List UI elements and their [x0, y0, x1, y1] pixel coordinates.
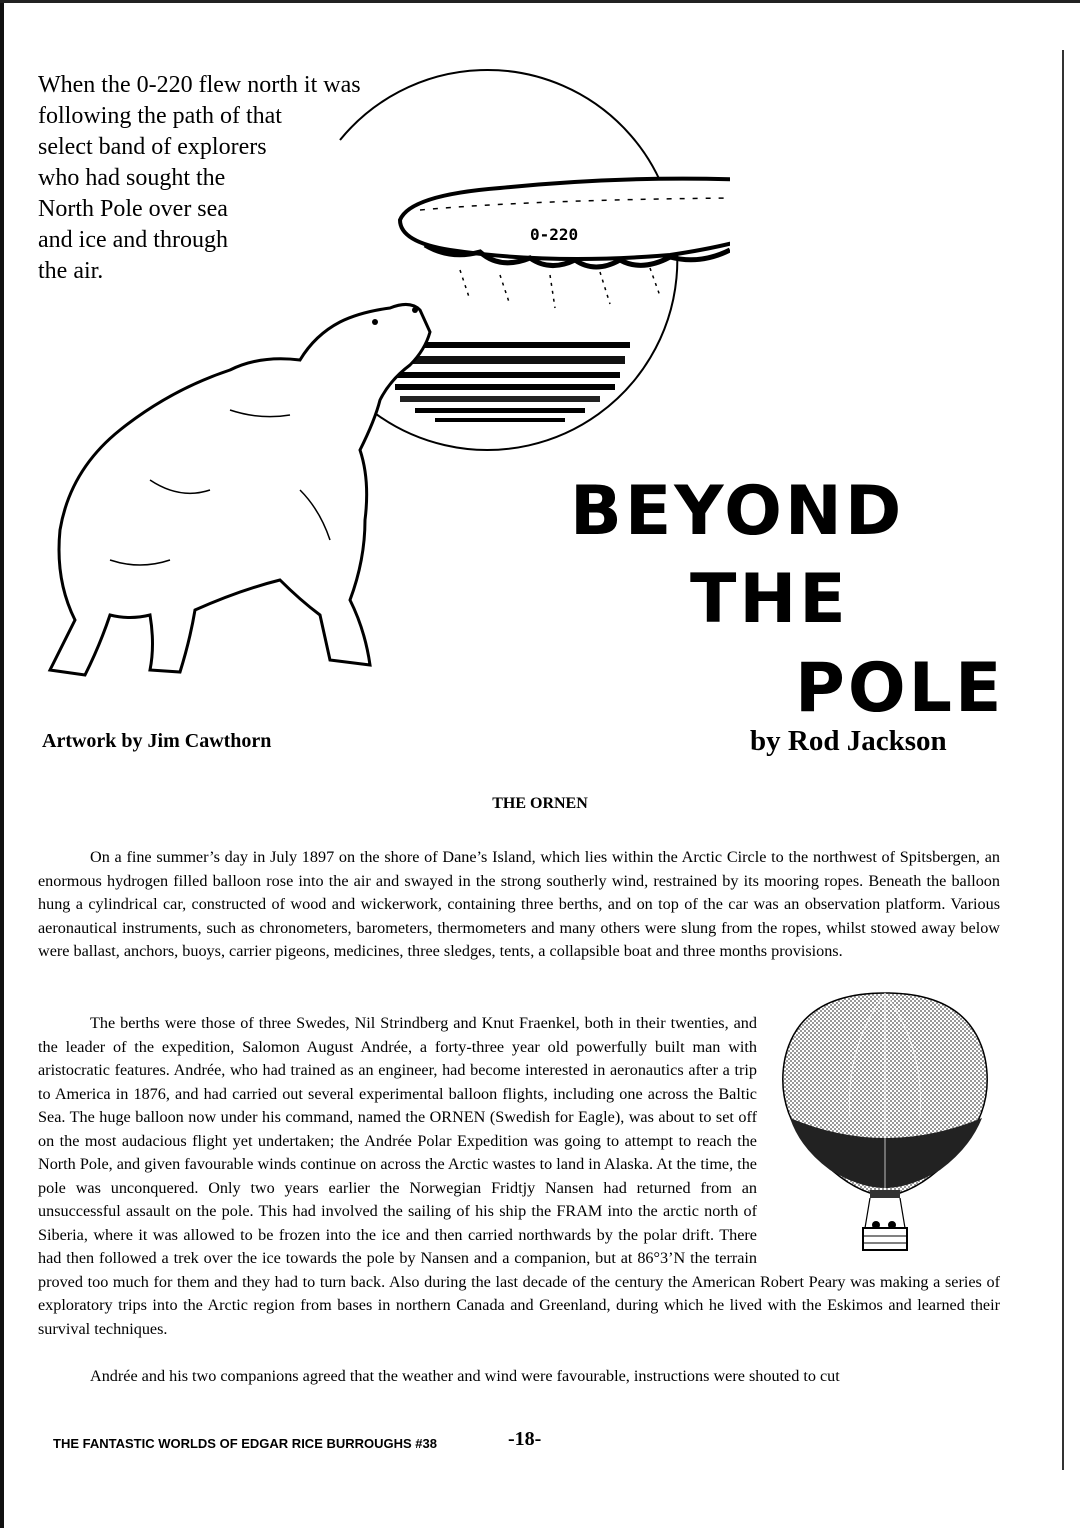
page-edge-right — [1062, 50, 1064, 1470]
paragraph-3: Andrée and his two companions agreed that the weather and wind were favourable, instructions were shouted to cut — [90, 1367, 840, 1385]
intro-line: following the path of that — [38, 103, 282, 129]
footer-magazine-title: THE FANTASTIC WORLDS OF EDGAR RICE BURROUGHS #38 — [53, 1436, 438, 1451]
intro-line: When the 0-220 flew north it was — [38, 72, 361, 98]
polar-bear-icon — [50, 304, 430, 675]
title-line-the: THE — [690, 560, 849, 639]
footer-page-number: -18- — [508, 1428, 542, 1450]
title-line-pole: POLE — [795, 649, 1005, 728]
intro-line: who had sought the — [38, 165, 226, 191]
paragraph-2-text: The berths were those of three Swedes, Nil Strindberg and Knut Fraenkel, both in their twenties, and the leader of the expedition, Salomon August Andrée, a forty-three year old powerfully built man with aristocratic features. Andrée, who had trained as an engineer, had become interested in aeronautics after a trip to America in 1876, and had carried out several experimental balloon flights, including one across the Baltic Sea. The huge balloon now under his command, named the ORNEN (Swedish for Eagle), was about to set off on the most audacious flight yet undertaken; the Andrée Polar Expedition was going to attempt to reach the North Pole, and given favourable winds continue on across the Arctic wastes to land in Alaska. At the time, the pole was unconquered. Only two years earlier the Norwegian Fridtjy Nansen had returned from an unsuccessful assault on the pole. This had involved the sailing of his ship the FRAM into the arctic north of Siberia, where it was allowed to be frozen into the ice and then carried northwards by the polar drift. There had then followed a trek over the ice towards the pole by Nansen and a companion, but at 86°3’N the terrain proved too much for them and they had to turn back. Also during the last decade of the century the American Robert Peary was making a series of exploratory trips into the Arctic region from bases in northern Canada and Greenland, during which he lived with the Eskimos and learned their survival techniques. — [38, 1014, 1000, 1338]
title-line-beyond: BEYOND — [570, 472, 905, 551]
intro-caption — [38, 70, 378, 287]
paragraph-2 — [38, 1012, 1000, 1341]
section-heading: THE ORNEN — [492, 795, 588, 812]
intro-line: the air. — [38, 258, 104, 284]
intro-line: select band of explorers — [38, 134, 267, 160]
airship-icon — [400, 179, 730, 308]
artwork-credit: Artwork by Jim Cawthorn — [42, 730, 272, 752]
airship-label: 0-220 — [530, 225, 579, 244]
intro-line: North Pole over sea — [38, 196, 228, 222]
author-byline: by Rod Jackson — [750, 725, 947, 757]
page-edge-left — [0, 0, 4, 1528]
page-edge-top — [0, 0, 1080, 3]
paragraph-1: On a fine summer’s day in July 1897 on the shore of Dane’s Island, which lies within the Arctic Circle to the northwest of Spitsbergen, an enormous hydrogen filled balloon rose into the air and swayed in the strong southerly wind, restrained by its mooring ropes. Beneath the balloon hung a cylindrical car, constructed of wood and wickerwork, containing three berths, and on top of the car was an observation platform. Various aeronautical instruments, such as chronometers, barometers, thermometers and many others were slung from the ropes, whilst stowed away below were ballast, anchors, buoys, carrier pigeons, medicines, three sledges, tents, a collapsible boat and three months provisions. — [38, 848, 1000, 960]
intro-line: and ice and through — [38, 227, 228, 253]
